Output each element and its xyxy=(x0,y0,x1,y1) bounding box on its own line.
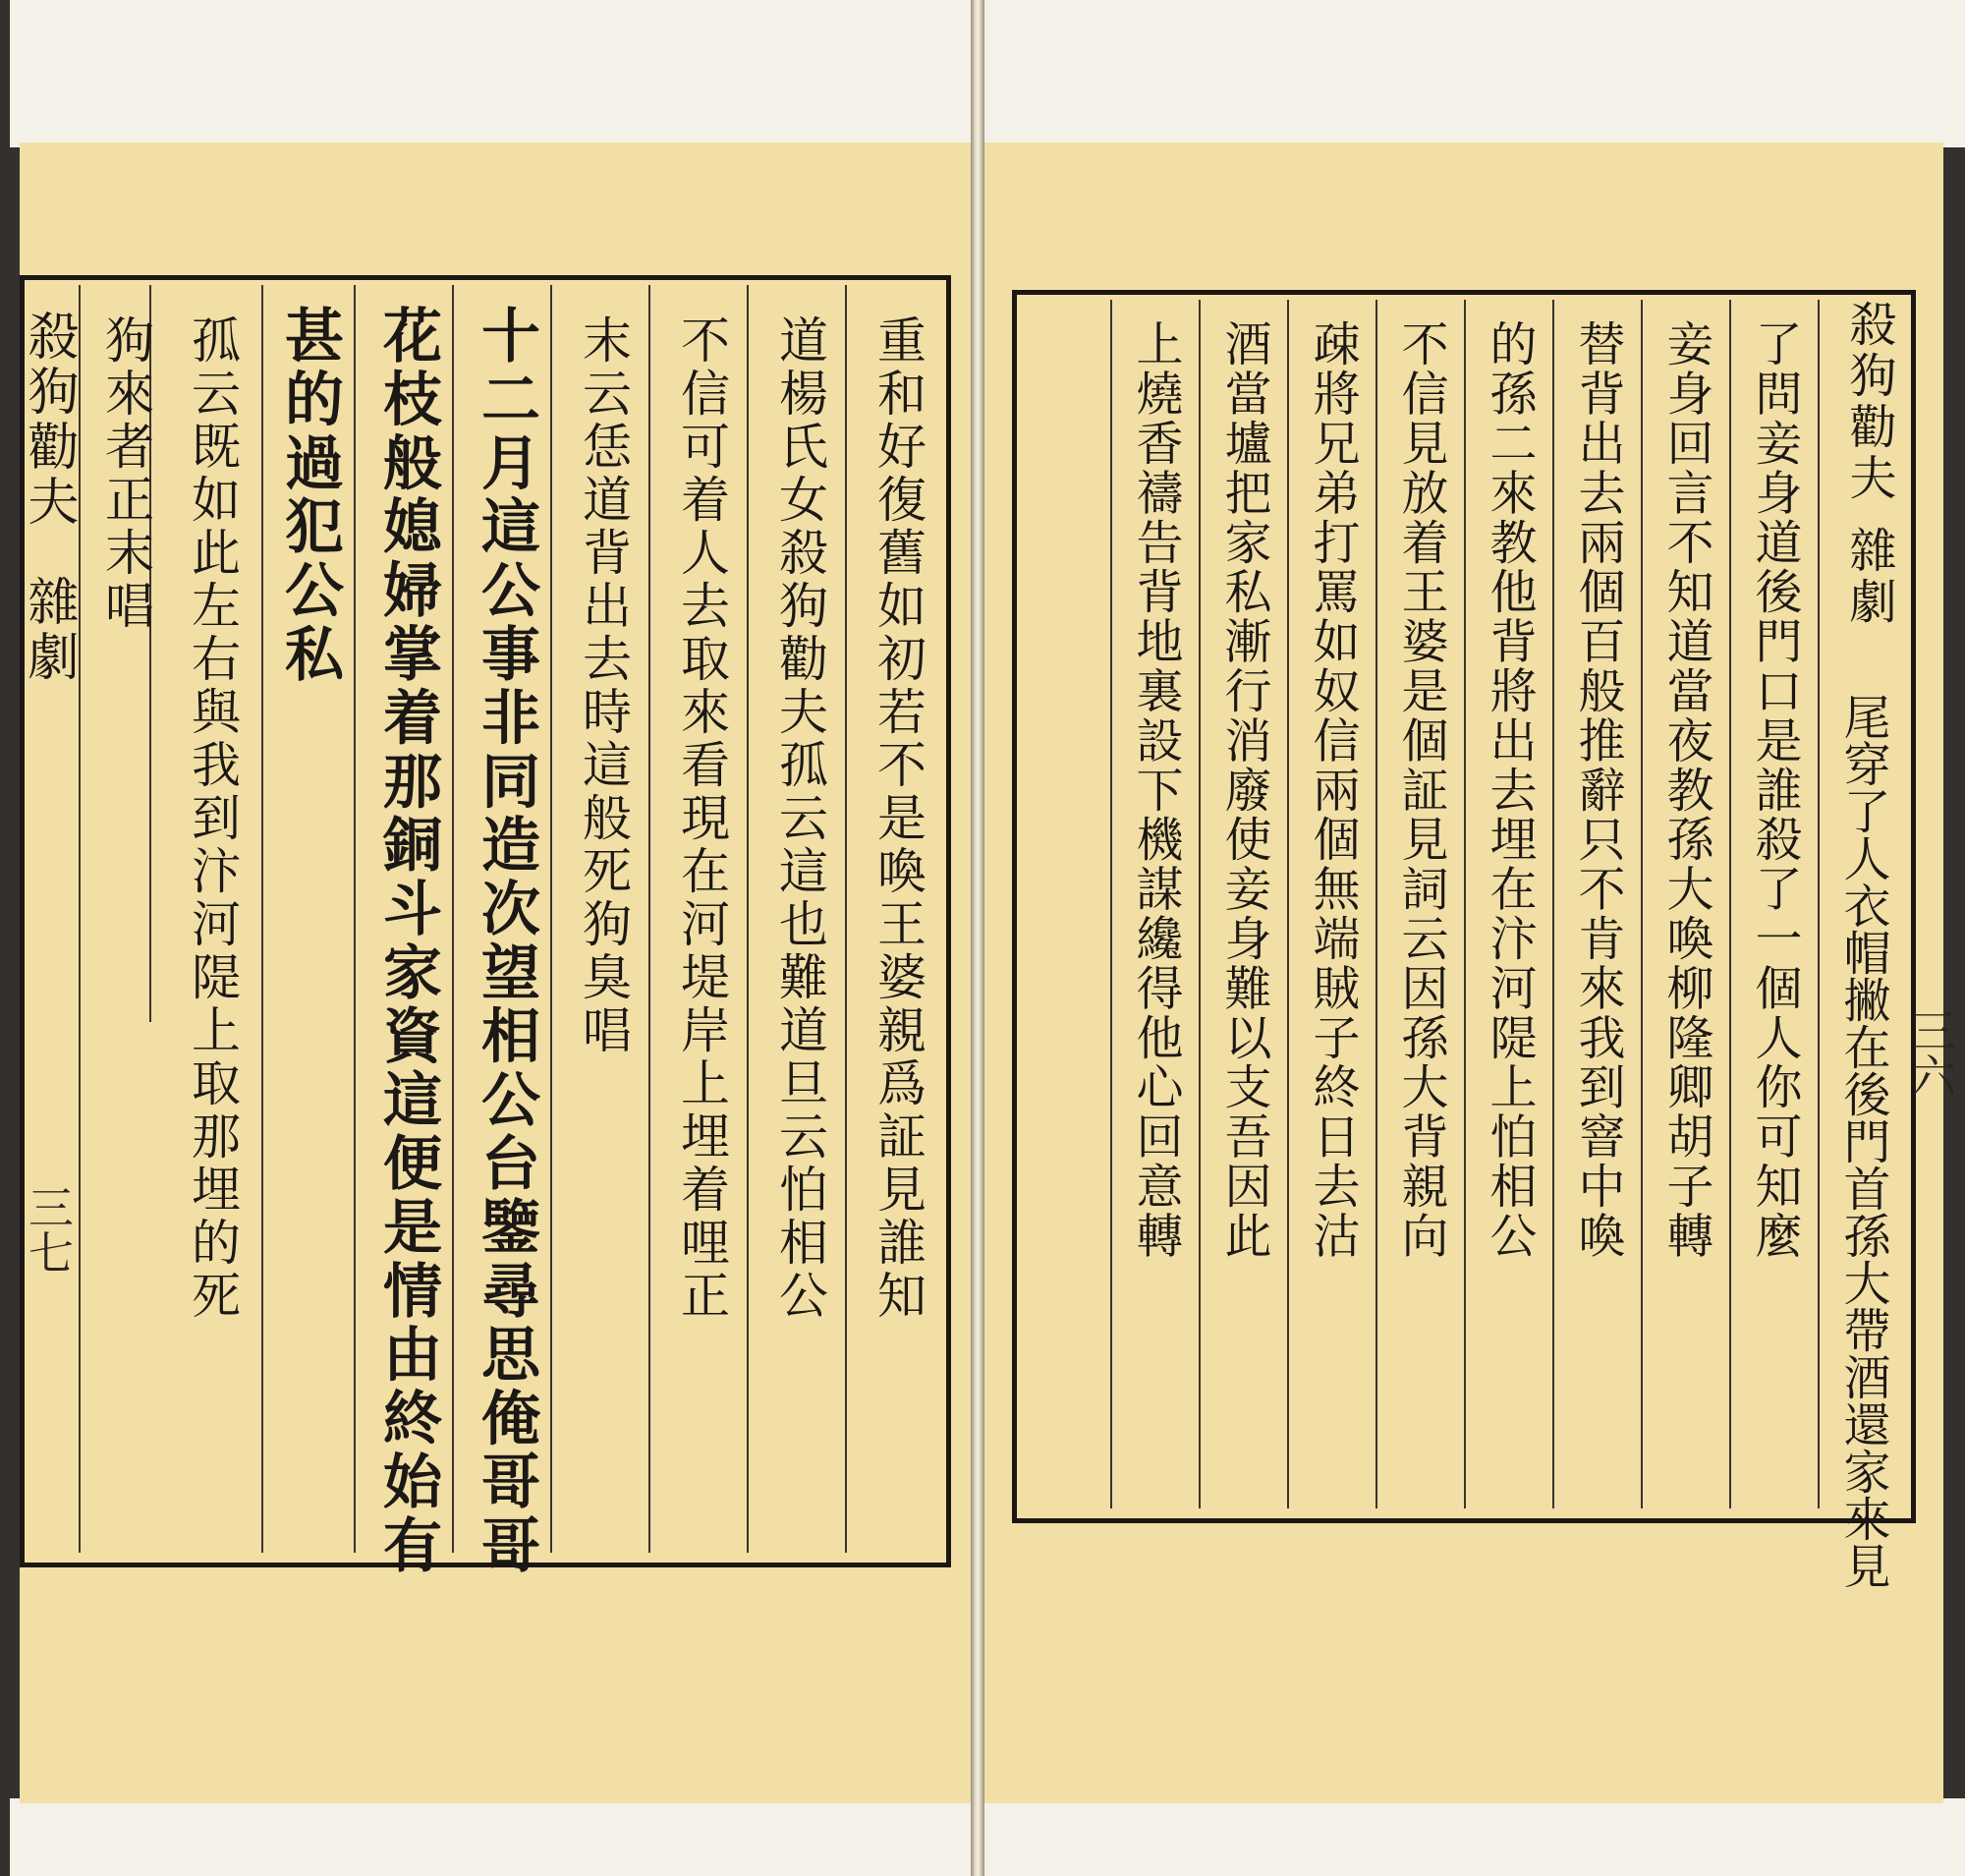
right-margin-label: 雜劇 xyxy=(1841,526,1896,628)
right-column-4: 替背出去兩個百般推辭只不肯來我到窨中喚 xyxy=(1570,319,1625,1261)
column-rule xyxy=(648,285,650,1553)
right-column-5: 的孫二來教他背將出去埋在汴河隄上怕相公 xyxy=(1482,319,1537,1261)
column-rule xyxy=(1641,300,1643,1508)
left-column-2: 道楊氏女殺狗勸夫孤云這也難道旦云怕相公 xyxy=(771,314,828,1323)
left-column-5: 十二月這公事非同造次望相公台鑒尋思俺哥哥 xyxy=(472,305,540,1578)
column-rule xyxy=(261,285,263,1553)
right-column-3: 妾身回言不知道當夜教孫大喚柳隆卿胡子轉 xyxy=(1658,319,1713,1261)
right-column-1: 尾穿了人衣帽撇在後門首孫大帶酒還家來見 xyxy=(1835,693,1890,1589)
column-rule xyxy=(1199,300,1201,1508)
column-rule xyxy=(845,285,847,1553)
right-column-6: 不信見放着王婆是個証見詞云因孫大背親向 xyxy=(1393,319,1448,1261)
left-margin-title: 殺狗勸夫 xyxy=(19,310,78,531)
right-column-7: 疎將兄弟打罵如奴信兩個無端賊子終日去沽 xyxy=(1305,319,1360,1261)
column-rule xyxy=(1552,300,1554,1508)
column-rule xyxy=(452,285,454,1553)
left-column-4: 末云恁道背出去時這般死狗臭唱 xyxy=(575,314,632,1057)
column-rule xyxy=(354,285,356,1553)
column-rule xyxy=(1818,300,1820,1508)
column-rule xyxy=(747,285,749,1553)
right-column-8: 酒當壚把家私漸行消廢使妾身難以支吾因此 xyxy=(1216,319,1271,1261)
book-gutter xyxy=(971,0,984,1876)
left-folio: 三七 xyxy=(22,1184,75,1275)
right-column-9: 上燒香禱告背地裏設下機謀纔得他心回意轉 xyxy=(1128,319,1183,1261)
right-column-2: 了問妾身道後門口是誰殺了一個人你可知麼 xyxy=(1747,319,1802,1261)
left-column-8: 孤云既如此左右與我到汴河隄上取那埋的死 xyxy=(184,314,241,1323)
left-margin-label: 雜劇 xyxy=(19,575,78,686)
column-rule xyxy=(1287,300,1289,1508)
left-column-9: 狗來者正末唱 xyxy=(97,314,154,633)
column-rule xyxy=(1110,300,1112,1508)
right-sheet-top xyxy=(982,0,1965,147)
column-rule xyxy=(1376,300,1377,1508)
left-column-6: 花枝般媳婦掌着那銅斗家資這便是情由終始有 xyxy=(373,305,442,1578)
left-column-7: 甚的過犯公私 xyxy=(275,305,344,687)
right-page xyxy=(982,142,1957,1803)
column-rule xyxy=(1464,300,1466,1508)
left-column-3: 不信可着人去取來看現在河堤岸上埋着哩正 xyxy=(673,314,730,1323)
left-margin-rule xyxy=(79,285,81,1553)
left-sheet-bottom xyxy=(10,1798,973,1876)
column-rule xyxy=(1729,300,1731,1508)
left-sheet-top xyxy=(10,0,973,147)
right-margin-title: 殺狗勸夫 xyxy=(1841,300,1896,504)
left-column-1: 重和好復舊如初若不是喚王婆親爲証見誰知 xyxy=(870,314,926,1323)
left-page xyxy=(20,142,973,1803)
right-folio: 三六 xyxy=(1904,1007,1957,1098)
column-rule xyxy=(550,285,552,1553)
right-sheet-bottom xyxy=(982,1798,1965,1876)
